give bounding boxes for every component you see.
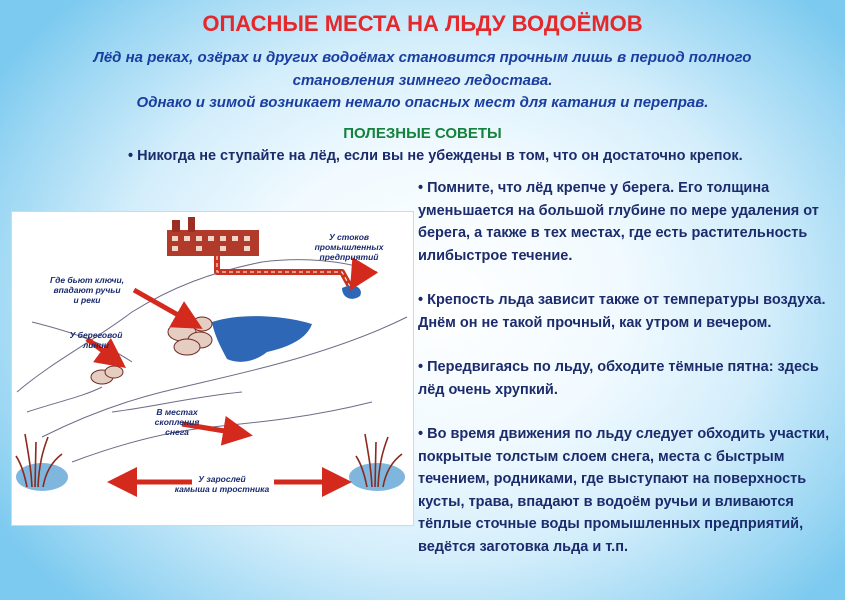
- factory-icon: [167, 217, 259, 256]
- water-pool: [16, 463, 68, 491]
- intro-line: Однако и зимой возникает немало опасных мест для катания и переправ.: [136, 94, 709, 111]
- tip-item: • Никогда не ступайте на лёд, если вы не убеждены в том, что он достаточно крепок.: [128, 148, 743, 164]
- water-pool: [212, 316, 312, 362]
- water-pool: [342, 286, 361, 299]
- tip-item: • Помните, что лёд крепче у берега. Его толщина уменьшается на большой глубине по мере удаления от берега, а также в тех местах, где есть растительность илибыстрое течение.: [418, 180, 819, 264]
- illustration-caption: У береговой линии: [69, 330, 123, 350]
- ice-hazard-illustration: [11, 211, 414, 526]
- tip-item: • Передвигаясь по льду, обходите тёмные пятна: здесь лёд очень хрупкий.: [418, 359, 819, 398]
- illustration-caption: У зарослей камыша и тростника: [174, 474, 270, 494]
- illustration-caption: У стоков промышленных предприятий: [314, 232, 384, 262]
- bush-icon: [91, 366, 123, 384]
- illustration-caption: Где бьют ключи, впадают ручьи и реки: [49, 275, 125, 305]
- tip-item: • Во время движения по льду следует обходить участки, покрытые толстым слоем снега, места с быстрым течением, родниками, где выступают на поверхность кусты, трава, впадают в водоём ручьи и вливаются тёплые сточные воды промышленных предприятий, ведётся заготовка льда и т.п.: [418, 426, 830, 555]
- page-title: ОПАСНЫЕ МЕСТА НА ЛЬДУ ВОДОЁМОВ: [202, 11, 643, 36]
- tips-list: [418, 177, 838, 558]
- tips-heading: ПОЛЕЗНЫЕ СОВЕТЫ: [343, 125, 502, 142]
- tip-item: • Крепость льда зависит также от температуры воздуха.: [418, 292, 826, 308]
- intro-line: Лёд на реках, озёрах и других водоёмах становится прочным лишь в период полного: [93, 49, 752, 66]
- intro-line: становления зимнего ледостава.: [292, 71, 553, 89]
- intro-text: [60, 47, 785, 115]
- water-pool: [349, 463, 405, 491]
- tip-item: Днём он не такой прочный, как утром и вечером.: [418, 314, 772, 331]
- illustration-caption: В местах скопления снега: [154, 407, 200, 437]
